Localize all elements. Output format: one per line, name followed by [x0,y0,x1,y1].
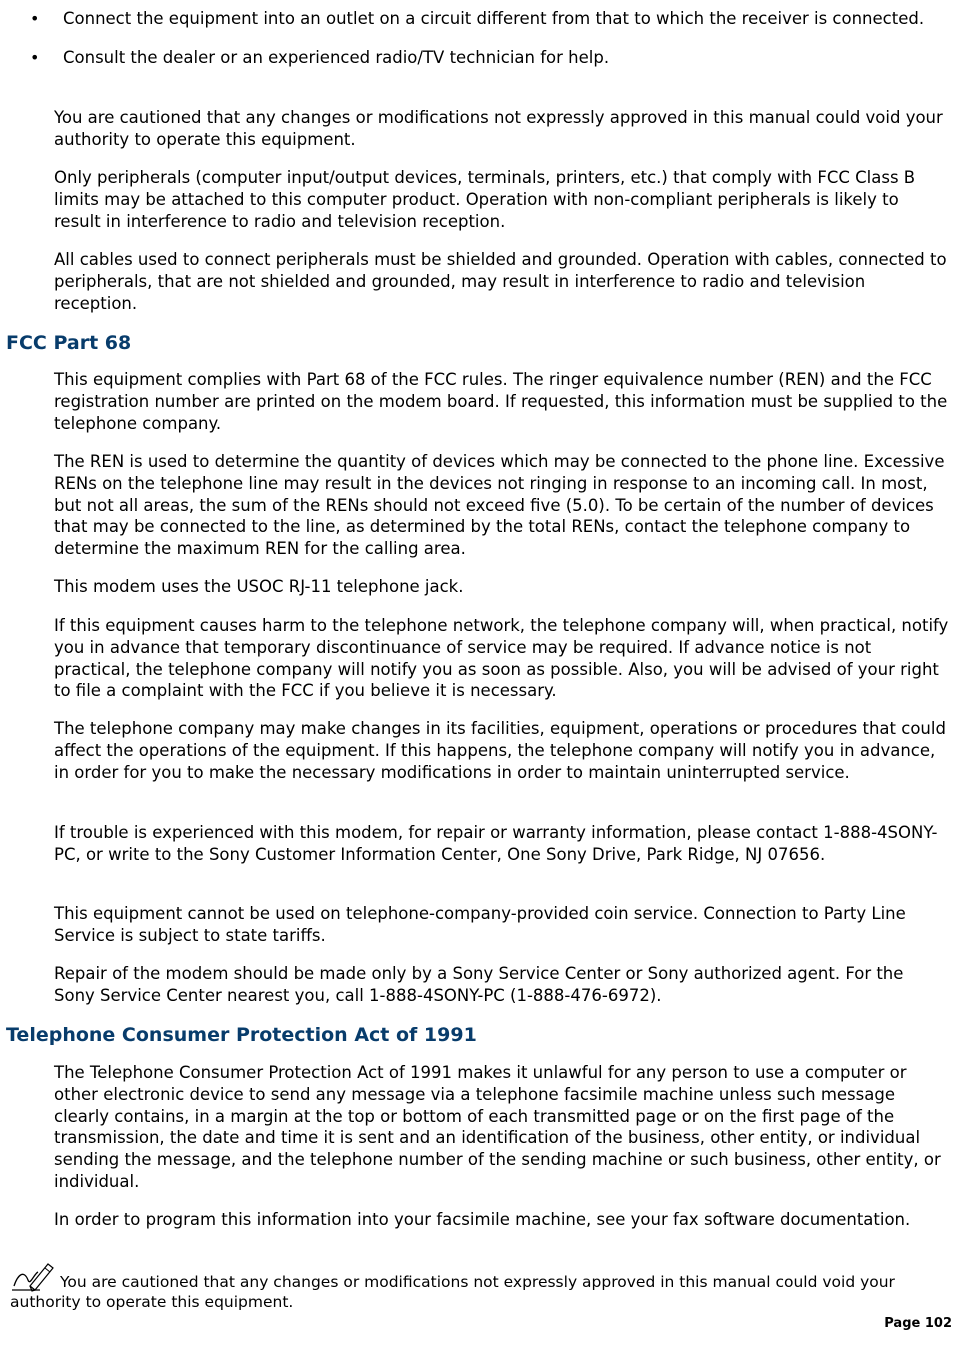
paragraph: The telephone company may make changes in its facilities, equipment, operations or procedures that could affect the operations of the equipment. If this happens, the telephone company will notify you in advance, in order for you to make the necessary modifications in order to maintain uninterrupted service. [54,719,946,782]
paragraph: Repair of the modem should be made only by a Sony Service Center or Sony authorized agent. For the Sony Service Center nearest you, call 1-888-4SONY-PC (1-888-476-6972). [54,964,904,1005]
note-text: You are cautioned that any changes or modifications not expressly approved in this manual could void your authority to operate this equipment. [10,1273,895,1311]
section-heading: Telephone Consumer Protection Act of 1991 [6,1024,477,1046]
paragraph: In order to program this information into your facsimile machine, see your fax software documentation. [54,1210,911,1229]
paragraph: If trouble is experienced with this modem, for repair or warranty information, please contact 1-888-4SONY-PC, or write to the Sony Customer Information Center, One Sony Drive, Park Ridge, NJ 07656. [54,823,938,864]
paragraph: This equipment complies with Part 68 of the FCC rules. The ringer equivalence number (REN) and the FCC registration number are printed on the modem board. If requested, this information must be supplied to the telephone company. [54,370,948,433]
list-item: • Consult the dealer or an experienced radio/TV technician for help. [30,47,930,69]
list-item: • Connect the equipment into an outlet on a circuit different from that to which the receiver is connected. [30,8,930,30]
paragraph: The Telephone Consumer Protection Act of 1991 makes it unlawful for any person to use a computer or other electronic device to send any message via a telephone facsimile machine unless such message clearly contains, in a margin at the top or bottom of each transmitted page or on the first page of the transmission, the date and time it is sent and an identification of the business, other entity, or individual sending the message, and the telephone number of the sending machine or such business, other entity, or individual. [54,1063,941,1191]
note [10,1260,940,1312]
paragraph: All cables used to connect peripherals must be shielded and grounded. Operation with cables, connected to peripherals, that are not shielded and grounded, may result in interference to radio and television reception. [54,250,947,313]
paragraph: If this equipment causes harm to the telephone network, the telephone company will, when practical, notify you in advance that temporary discontinuance of service may be required. If advance notice is not practical, the telephone company will notify you as soon as possible. Also, you will be advised of your right to file a complaint with the FCC if you believe it is necessary. [54,616,949,701]
paragraph: You are cautioned that any changes or modifications not expressly approved in this manual could void your authority to operate this equipment. [54,108,943,149]
paragraph: This modem uses the USOC RJ-11 telephone jack. [54,577,464,596]
pencil-note-icon [10,1260,56,1292]
page-number: Page 102 [884,1316,952,1331]
section-heading: FCC Part 68 [6,332,132,354]
paragraph: Only peripherals (computer input/output devices, terminals, printers, etc.) that comply with FCC Class B limits may be attached to this computer product. Operation with non-compliant peripherals is likely to result in interference to radio and television reception. [54,168,916,231]
bullet-list [30,8,930,86]
paragraph: This equipment cannot be used on telephone-company-provided coin service. Connection to Party Line Service is subject to state tariffs. [54,904,906,945]
paragraph: The REN is used to determine the quantity of devices which may be connected to the phone line. Excessive RENs on the telephone line may result in the devices not ringing in response to an incoming call. In most, but not all areas, the sum of the RENs should not exceed five (5.0). To be certain of the number of devices that may be connected to the line, as determined by the total RENs, contact the telephone company to determine the maximum REN for the calling area. [54,452,945,559]
